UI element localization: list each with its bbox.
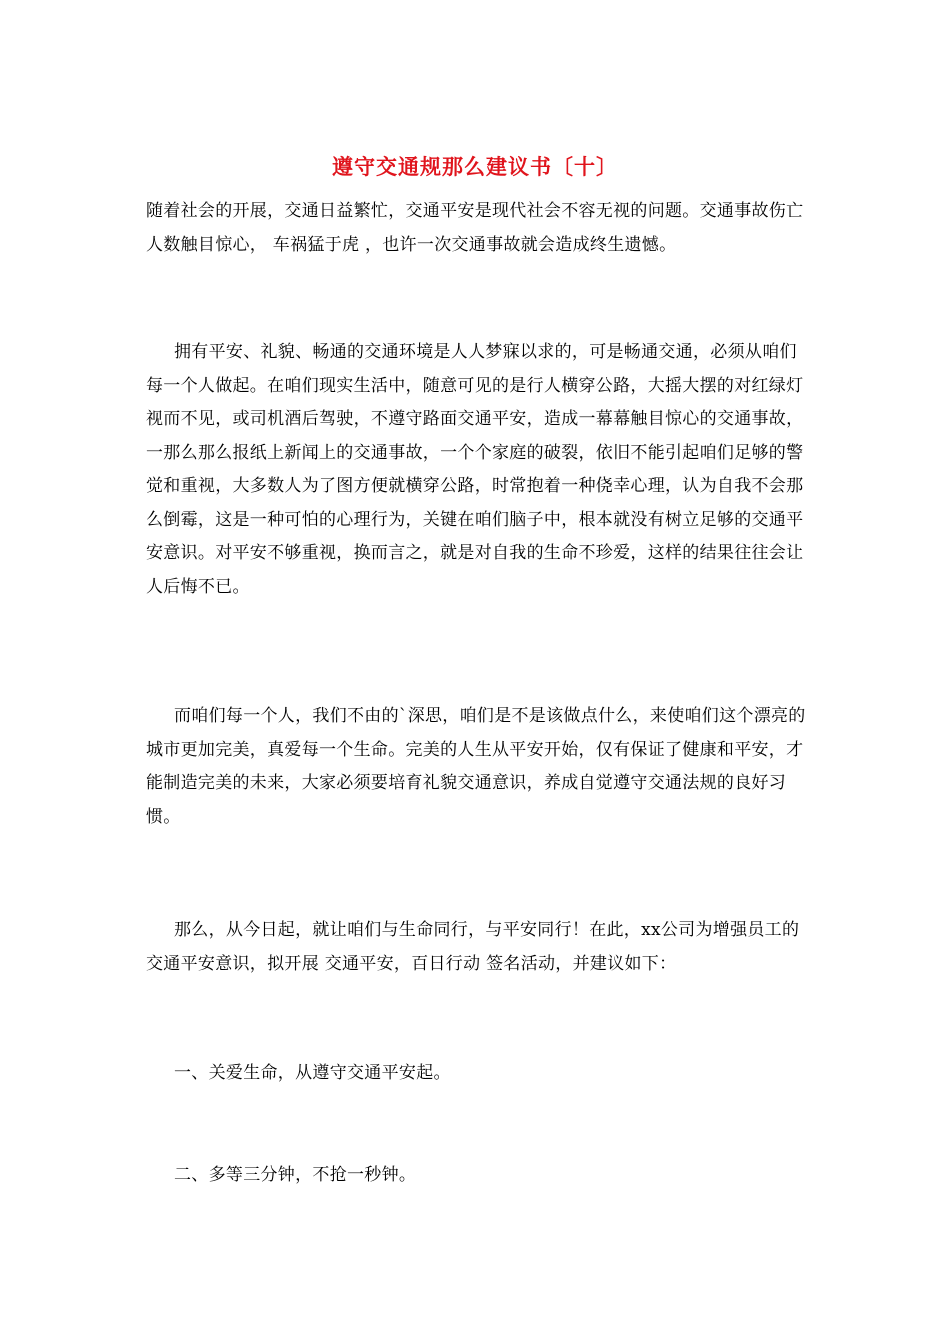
paragraph-proposal: 那么，从今日起，就让咱们与生命同行，与平安同行！在此，xx公司为增强员工的交通平安意识，拟开展 交通平安，百日行动 签名活动，并建议如下：: [146, 920, 800, 974]
paragraph-environment: 拥有平安、礼貌、畅通的交通环境是人人梦寐以求的，可是畅通交通，必须从咱们每一个人做起。在咱们现实生活中，随意可见的是行人横穿公路，大摇大摆的对红绿灯视而不见，或司机酒后驾驶，不遵守路面交通平安，造成一幕幕触目惊心的交通事故，一那么那么报纸上新闻上的交通事故，一个个家庭的破裂，依旧不能引起咱们足够的警觉和重视，大多数人为了图方便就横穿公路，时常抱着一种侥幸心理，认为自我不会那么倒霉，这是一种可怕的心理行为，关键在咱们脑子中，根本就没有树立足够的交通平安意识。对平安不够重视，换而言之，就是对自我的生命不珍爱，这样的结果往往会让人后悔不已。: [146, 342, 804, 597]
proposal-item-2: 二、多等三分钟，不抢一秒钟。: [174, 1165, 417, 1185]
proposal-item-1: 一、关爱生命，从遵守交通平安起。: [174, 1063, 451, 1083]
paragraph-reflection: 而咱们每一个人，我们不由的`深思，咱们是不是该做点什么，来使咱们这个漂亮的城市更加完美，真爱每一个生命。完美的人生从平安开始，仅有保证了健康和平安，才能制造完美的未来，大家必须要培育礼貌交通意识，养成自觉遵守交通法规的良好习惯。: [146, 706, 806, 827]
paragraph-intro: 随着社会的开展，交通日益繁忙，交通平安是现代社会不容无视的问题。交通事故伤亡人数触目惊心， 车祸猛于虎 ，也许一次交通事故就会造成终生遗憾。: [146, 201, 804, 255]
document-title: 遵守交通规那么建议书〔十〕: [332, 154, 618, 179]
